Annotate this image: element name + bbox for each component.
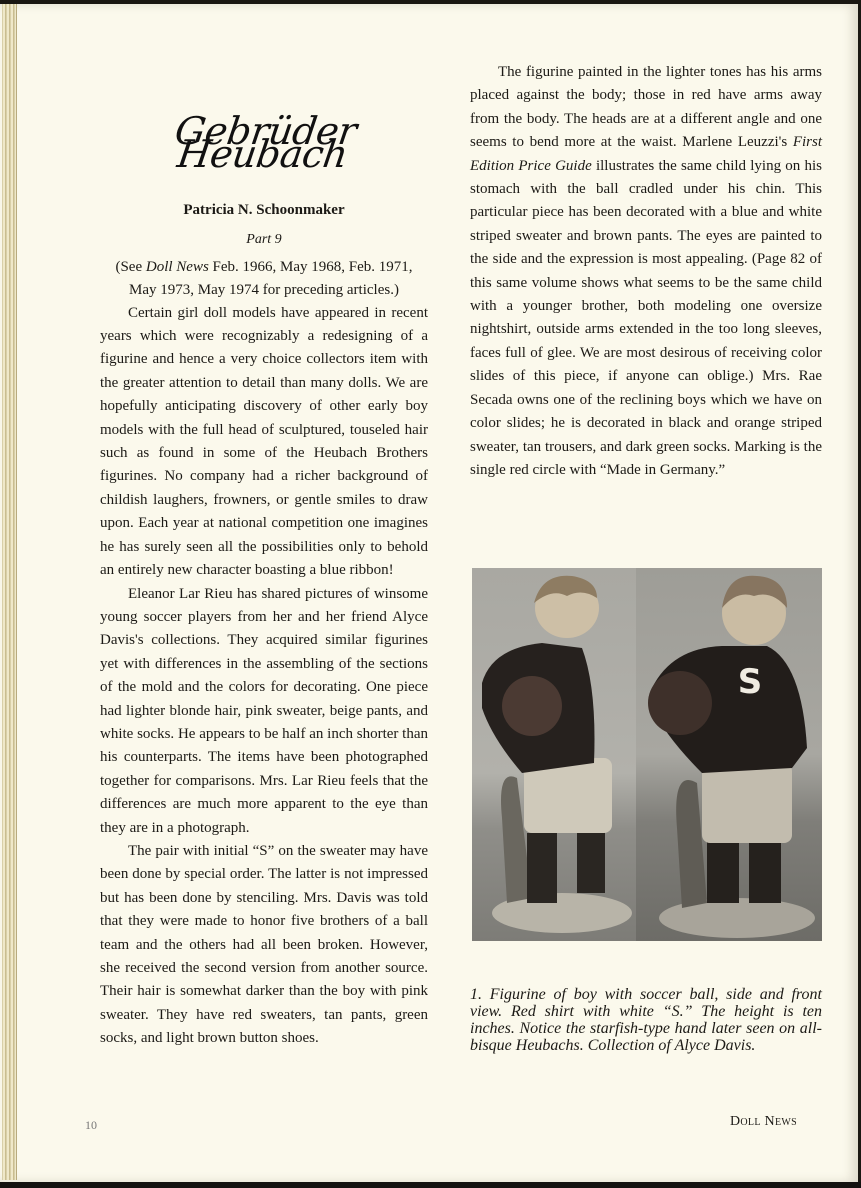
see-line1: Feb. 1966, May 1968, Feb. 1971, [208,258,413,275]
preceding-articles-note [100,256,428,302]
book-title: First Edition Price Guide [470,134,822,174]
paragraph [470,61,822,482]
see-prefix: (See [115,258,146,275]
see-line2: May 1973, May 1974 for preceding articles.) [129,281,399,298]
figurine-photo [472,568,822,941]
paragraph: Certain girl doll models have appeared in recent years which were recognizably a redesigning of a figurine and hence a very choice collectors item with the greater attention to detail than many dolls. We are hopefully anticipating discovery of other early boy models with the full head of sculptured, touseled hair such as found in some of the Heubach Brothers figurines. No company had a richer background of childish laughers, frowners, or gentle smiles to draw upon. Each year at national competition one imagines he has surely seen all the possibilities only to behold an entirely new character boasting a blue ribbon! [100,304,428,579]
sock-front-right [749,838,781,903]
sock-front-left [707,838,739,903]
paragraph: Eleanor Lar Rieu has shared pictures of winsome young soccer players from her and her friend Alyce Davis's collections. They acquired similar figurines yet with differences in the assembling of the sections of the mold and the colors for decorating. One piece had lighter blonde hair, pink sweater, beige pants, and white socks. He appears to be half an inch shorter than his counterparts. The items have been photographed together for comparisons. Mrs. Lar Rieu feels that the differences are much more apparent to the eye than they are in a photograph. [100,585,428,836]
paragraph: The pair with initial “S” on the sweater may have been done by special order. The latter is not impressed but has been done by stenciling. Mrs. Davis was told that they were made to honor five brothers of a ball team and the others had all been broken. However, she received the second version from another source. Their hair is somewhat darker than the boy with pink sweater. They have red sweaters, tan pants, green socks, and light brown button shoes. [100,842,428,1047]
ball-side [502,676,562,736]
sock-left [527,833,557,903]
paragraph-text: The figurine painted in the lighter tones has his arms placed against the body; those in red have arms away from the body. The heads are at a different angle and one seems to bend more at the waist. Marlene Leuzzi's [470,64,822,151]
article-title: Gebrüder Heubach [172,109,360,177]
figure-caption: 1. Figurine of boy with soccer ball, side and front view. Red shirt with white “S.” The height is ten inches. Notice the starfish-type hand later seen on all-bisque Heubachs. Collection of Alyce Davis. [470,986,822,1054]
page-number: 10 [85,1118,97,1132]
sweater-letter: S [737,662,763,702]
sock-right [577,823,605,893]
pants-front [702,763,792,843]
ball-front [648,671,712,735]
article-part: Part 9 [246,232,282,248]
right-column [470,61,822,482]
journal-name: Doll News [145,258,209,275]
figurine-illustration [472,568,822,941]
article-author: Patricia N. Schoonmaker [183,201,345,218]
paragraph-text: illustrates the same child lying on his stomach with the ball cradled under his chin. This particular piece has been decorated with a blue and white striped sweater and brown pants. The eyes are painted to the side and the expression is most appealing. (Page 82 of this same volume shows what seems to be the same child with a younger brother, both modeling one oversize nightshirt, outside arms extended in the too long sleeves, faces full of glee. We are most desirous of receiving color slides of this piece, if anyone can oblige.) Mrs. Rae Secada owns one of the reclining boys which we have on color slides; he is decorated in black and orange striped sweater, tan trousers, and dark green socks. Marking is the single red circle with “Made in Germany.” [470,157,822,478]
left-column [100,109,428,1051]
publication-name: Doll News [730,1114,797,1129]
page-edges [2,4,17,1180]
page-bottom-edge [0,1182,861,1188]
